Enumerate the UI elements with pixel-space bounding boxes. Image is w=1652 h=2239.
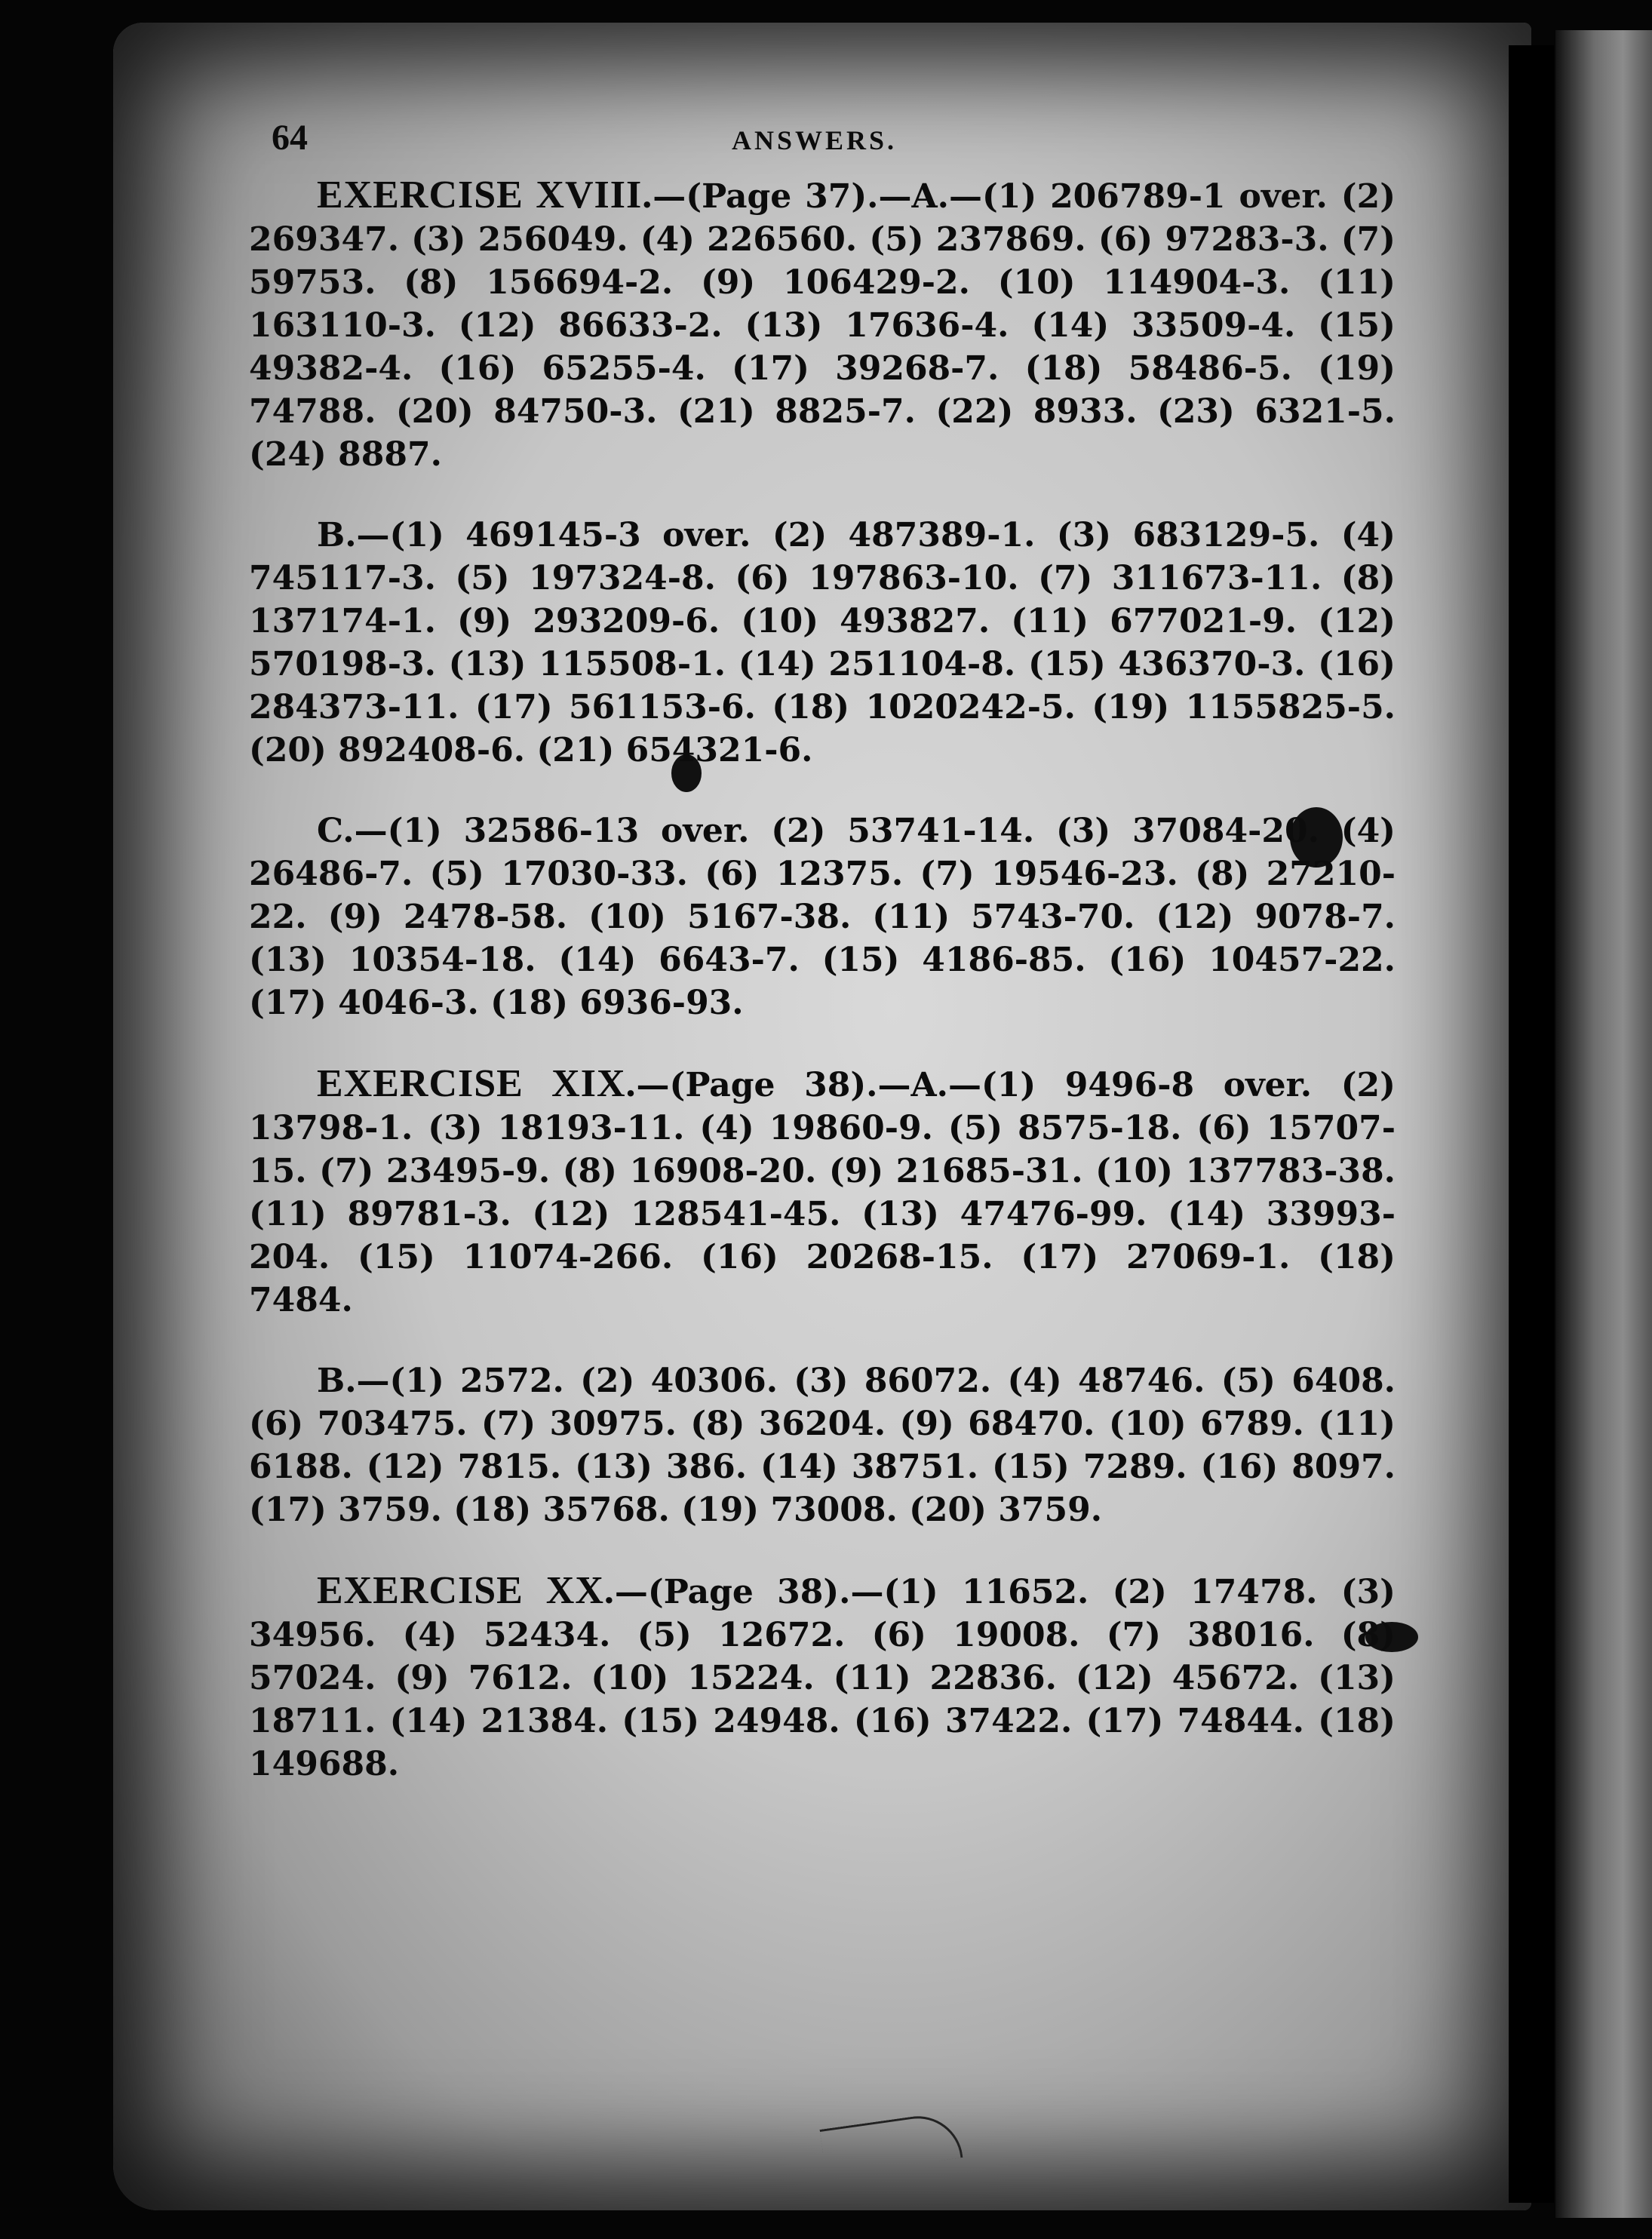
answer-section xyxy=(249,514,1396,772)
page-number: 64 xyxy=(272,118,308,158)
page-gutter xyxy=(1509,45,1554,2203)
answer-section xyxy=(249,174,1396,476)
next-page-edge xyxy=(1555,30,1652,2218)
answer-text: C.—(1) 32586-13 over. (2) 53741-14. (3) 37084-20. (4) 26486-7. (5) 17030-33. (6) 12375. (7) 19546-23. (8) 27210-22. (9) 2478-58. (10) 5167-38. (11) 5743-70. (12) 9078-7. (13) 10354-18. (14) 6643-7. (15) 4186-85. (16) 10457-22. (17) 4046-3. (18) 6936-93. xyxy=(249,812,1396,1022)
answer-text: —(Page 38).—(1) 11652. (2) 17478. (3) 34956. (4) 52434. (5) 12672. (6) 19008. (7) 38016. (8) 57024. (9) 7612. (10) 15224. (11) 22836. (12) 45672. (13) 18711. (14) 21384. (15) 24948. (16) 37422. (17) 74844. (18) 149688. xyxy=(249,1573,1396,1783)
answer-section xyxy=(249,809,1396,1024)
pen-mark xyxy=(820,2111,963,2177)
page-header xyxy=(249,113,1396,174)
running-head: ANSWERS. xyxy=(732,125,898,155)
exercise-title: EXERCISE XVIII. xyxy=(317,174,653,217)
page-content xyxy=(249,113,1396,1823)
exercise-title: EXERCISE XX. xyxy=(317,1569,615,1612)
answer-text: —(Page 37).—A.—(1) 206789-1 over. (2) 269347. (3) 256049. (4) 226560. (5) 237869. (6) 97283-3. (7) 59753. (8) 156694-2. (9) 106429-2. (10) 114904-3. (11) 163110-3. (12) 86633-2. (13) 17636-4. (14) 33509-4. (15) 49382-4. (16) 65255-4. (17) 39268-7. (18) 58486-5. (19) 74788. (20) 84750-3. (21) 8825-7. (22) 8933. (23) 6321-5. (24) 8887. xyxy=(249,177,1396,474)
answer-section xyxy=(249,1062,1396,1322)
exercise-title: EXERCISE XIX. xyxy=(317,1062,637,1105)
answer-text: B.—(1) 2572. (2) 40306. (3) 86072. (4) 48746. (5) 6408. (6) 703475. (7) 30975. (8) 36204. (9) 68470. (10) 6789. (11) 6188. (12) 7815. (13) 386. (14) 38751. (15) 7289. (16) 8097. (17) 3759. (18) 35768. (19) 73008. (20) 3759. xyxy=(249,1362,1396,1529)
answer-text: B.—(1) 469145-3 over. (2) 487389-1. (3) 683129-5. (4) 745117-3. (5) 197324-8. (6) 197863-10. (7) 311673-11. (8) 137174-1. (9) 293209-6. (10) 493827. (11) 677021-9. (12) 570198-3. (13) 115508-1. (14) 251104-8. (15) 436370-3. (16) 284373-11. (17) 561153-6. (18) 1020242-5. (19) 1155825-5. (20) 892408-6. (21) 654321-6. xyxy=(249,516,1396,769)
answer-section xyxy=(249,1569,1396,1786)
answer-text: —(Page 38).—A.—(1) 9496-8 over. (2) 13798-1. (3) 18193-11. (4) 19860-9. (5) 8575-18. (6) 15707-15. (7) 23495-9. (8) 16908-20. (9) 21685-31. (10) 137783-38. (11) 89781-3. (12) 128541-45. (13) 47476-99. (14) 33993-204. (15) 11074-266. (16) 20268-15. (17) 27069-1. (18) 7484. xyxy=(249,1066,1396,1319)
answer-section xyxy=(249,1359,1396,1531)
